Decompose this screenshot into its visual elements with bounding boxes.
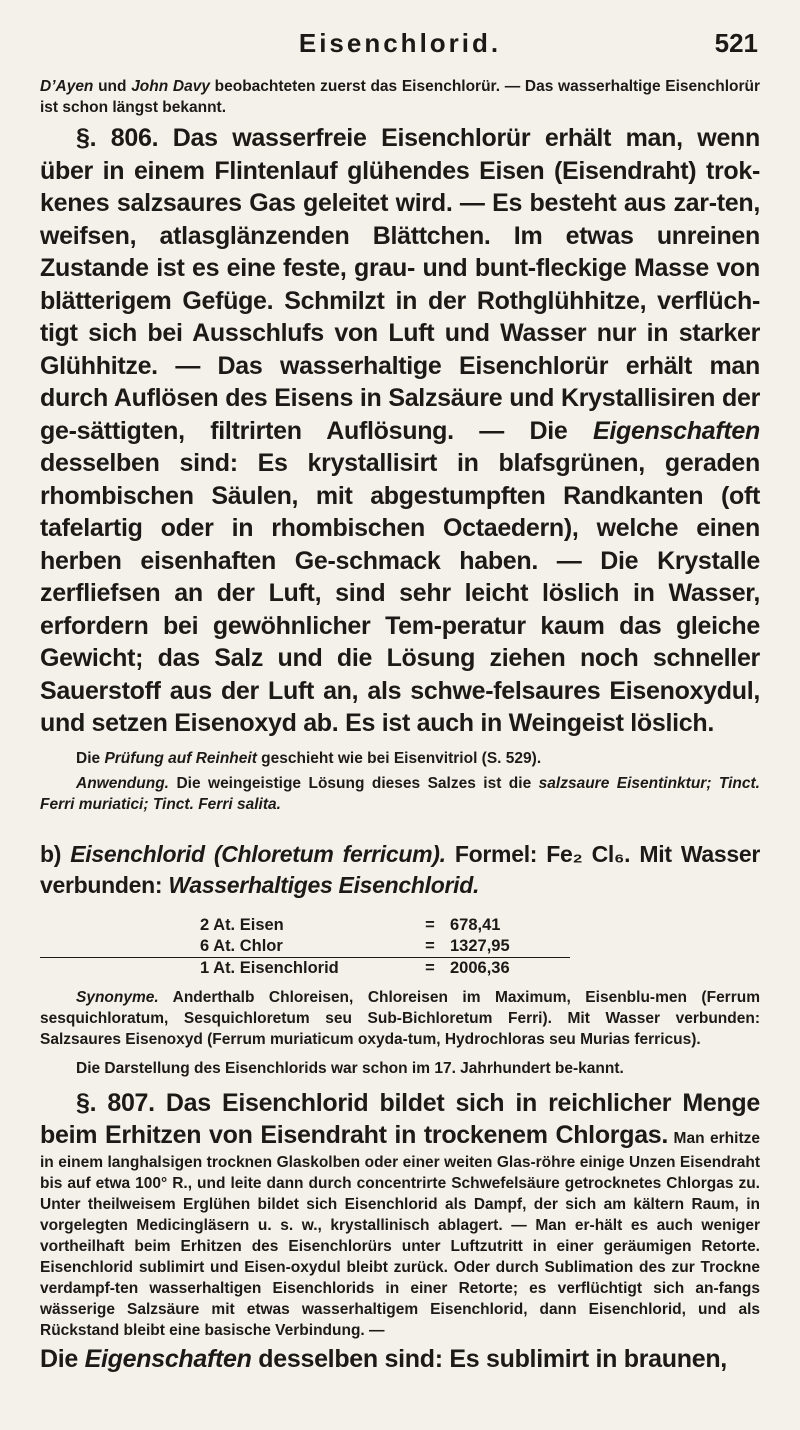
running-header bbox=[40, 28, 760, 64]
closing-line bbox=[40, 1343, 760, 1376]
table-cell-equals: = bbox=[425, 936, 435, 955]
paragraph-807 bbox=[40, 1087, 760, 1341]
table-row bbox=[40, 936, 570, 958]
page-number: 521 bbox=[714, 28, 758, 58]
emphasis-eigenschaften: Eigenschaften bbox=[593, 416, 760, 445]
section-b-formula: Formel: Fe₂ Cl₆. Mit Wasser verbunden: bbox=[40, 840, 761, 898]
table-cell-label: 1 At. Eisenchlorid bbox=[40, 957, 410, 979]
closing-line-lead: Die bbox=[40, 1344, 85, 1373]
darstellung-paragraph: Die Darstellung des Eisenchlorids war schon im 17. Jahrhundert be-kannt. bbox=[76, 1059, 624, 1077]
note-pruefung-text: geschieht wie bei Eisenvitriol (S. 529). bbox=[256, 749, 542, 767]
section-b-heading bbox=[40, 839, 760, 901]
note-anwendung-label: Anwendung. bbox=[76, 774, 169, 792]
intro-paragraph bbox=[40, 76, 760, 118]
paragraph-806-text-start: §. 806. Das wasserfreie Eisenchlorür erhält man, wenn über in einem Flintenlauf glühendes Eisen (Eisendraht) trok-kenes salzsaures Gas geleitet wird. — Es besteht aus zar-ten, weifsen, atlasglänzenden Blättchen. Im etwas unreinen Zustande ist es eine feste, grau- und bunt-fleckige Masse von blätterigem Gefüge. Schmilzt in der Rothglühhitze, verflüch-tigt sich bei Ausschlufs von Luft und Wasser nur in starker Glühhitze. — Das wasserhaltige Eisenchlorür erhält man durch Auflösen des Eisens in Salzsäure und Krystallisiren der ge-sättigten, filtrirten Auflösung. — Die bbox=[40, 124, 760, 445]
intro-conjunction: und bbox=[93, 78, 132, 95]
note-anwendung-emph: salzsaure Eisentinktur; Tinct. Ferri muriatici; Tinct. Ferri salita. bbox=[40, 774, 760, 813]
person-name: D’Ayen bbox=[40, 78, 94, 95]
section-b-latin: (Chloretum ferricum). bbox=[204, 840, 446, 867]
intro-text: beobachteten zuerst das Eisenchlorür. — Das wasserhaltige Eisenchlorür ist schon längst bekannt. bbox=[40, 78, 760, 116]
table-cell-value: 1327,95 bbox=[450, 936, 510, 955]
atomic-weight-table bbox=[40, 915, 570, 979]
synonyme-paragraph bbox=[40, 987, 760, 1050]
table-cell-equals: = bbox=[410, 957, 450, 979]
table-row-total bbox=[40, 957, 570, 979]
table-row bbox=[40, 915, 570, 936]
table-cell-value: 2006,36 bbox=[450, 957, 570, 979]
page bbox=[40, 28, 760, 1375]
section-b-label: b) bbox=[40, 840, 71, 867]
table-cell-equals: = bbox=[425, 915, 435, 934]
page-title: Eisenchlorid. bbox=[298, 28, 502, 58]
synonyme-text: Anderthalb Chloreisen, Chloreisen im Maximum, Eisenblu-men (Ferrum sesquichloratum, Sesquichloretum seu Sub-Bichloretum Ferri). Mit Wasser verbunden: Salzsaures Eisenoxyd (Ferrum muriaticum oxyda-tum, Hydrochloras seu Murias ferricus). bbox=[40, 988, 760, 1048]
paragraph-806 bbox=[40, 122, 760, 740]
note-anwendung bbox=[40, 773, 760, 815]
note-pruefung-lead: Die bbox=[76, 749, 105, 767]
synonyme-label: Synonyme. bbox=[76, 988, 159, 1006]
note-anwendung-text: Die weingeistige Lösung dieses Salzes ist die bbox=[169, 774, 539, 792]
closing-line-text: desselben sind: Es sublimirt in braunen, bbox=[251, 1344, 727, 1373]
paragraph-807-lead: §. 807. Das Eisenchlorid bildet sich in reichlicher Menge beim Erhitzen von Eisendraht in trockenem Chlorgas. bbox=[40, 1088, 760, 1149]
table-cell-value: 678,41 bbox=[450, 915, 501, 934]
table-cell-label: 2 At. Eisen bbox=[200, 915, 284, 934]
person-name: John Davy bbox=[131, 78, 210, 95]
section-b-title: Eisenchlorid bbox=[70, 840, 205, 867]
section-b-hydrate: Wasserhaltiges Eisenchlorid. bbox=[168, 871, 480, 898]
note-pruefung bbox=[40, 748, 760, 769]
paragraph-806-text-end: desselben sind: Es krystallisirt in blafsgrünen, geraden rhombischen Säulen, mit abgestumpften Randkanten (oft tafelartig oder in rhombischen Octaedern), welche einen herben eisenhaften Ge-schmack haben. — Die Krystalle zerfliefsen an der Luft, sind sehr leicht löslich in Wasser, erfordern bei gewöhnlicher Tem-peratur kaum das gleiche Gewicht; das Salz und die Lösung ziehen noch schneller Sauerstoff aus der Luft an, als schwe-felsaures Eisenoxydul, und setzen Eisenoxyd ab. Es ist auch in Weingeist löslich. bbox=[40, 449, 760, 737]
note-pruefung-emph: Prüfung auf Reinheit bbox=[104, 749, 257, 767]
table-cell-label: 6 At. Chlor bbox=[200, 936, 283, 955]
paragraph-807-text: Man erhitze in einem langhalsigen trocknen Glaskolben oder einer weiten Glas-röhre einige Unzen Eisendraht bis auf etwa 100° R., und leite dann durch concentrirte Schwefelsäure getrocknetes Chlorgas zu. Unter theilweisem Erglühen bildet sich Eisenchlorid als Dampf, der sich am kältern Raum, in vorgelegten Medicingläsern u. s. w., krystallinisch ablagert. — Man er-hält es auch weniger vortheilhaft beim Erhitzen des Eisenchlorürs unter Luftzutritt in einer geräumigen Retorte. Eisenchlorid sublimirt und Eisen-oxydul bleibt zurück. Oder durch Sublimation des zur Trockne verdampf-ten wasserhaltigen Eisenchlorids in einer Retorte; es verflüchtigt sich an-fangs wässerige Salzsäure mit etwas wasserhaltigem Eisenchlorid, dann Eisenchlorid, und als Rückstand bleibt eine basische Verbindung. — bbox=[40, 1130, 760, 1339]
closing-line-emph: Eigenschaften bbox=[84, 1344, 252, 1373]
